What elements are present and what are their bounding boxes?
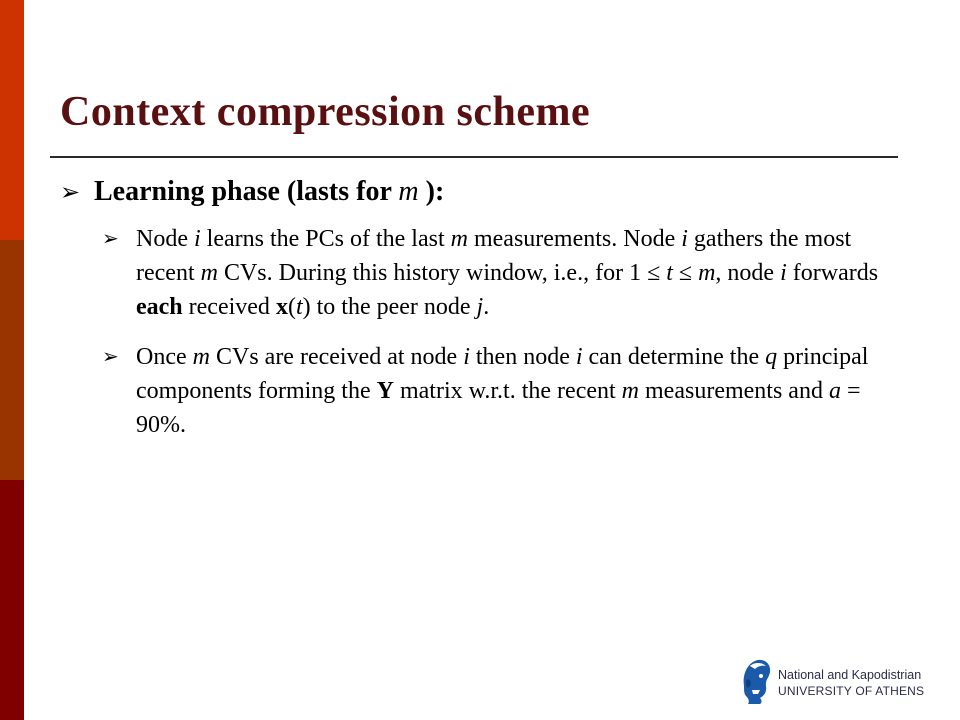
- side-bar-middle-segment: [0, 240, 24, 480]
- learning-phase-heading: Learning phase (lasts for m ):: [94, 176, 445, 207]
- bullet-learning-phase: [60, 176, 910, 208]
- arrow-bullet-icon: ➢: [102, 346, 119, 368]
- university-logo: [736, 652, 925, 708]
- arrow-bullet-icon: ➢: [102, 228, 119, 250]
- sub-bullet-node-learns: [102, 222, 900, 324]
- side-color-bar: [0, 0, 24, 720]
- sub-bullet-once-received: [102, 340, 900, 442]
- once-received-text: Once m CVs are received at node i then node i can determine the q principal components forming the Y matrix w.r.t. the recent m measurements and a = 90%.: [136, 344, 869, 438]
- logo-text-line2: UNIVERSITY OF ATHENS: [778, 684, 925, 698]
- logo-text-line1: National and Kapodistrian: [778, 668, 922, 682]
- side-bar-bottom-segment: [0, 480, 24, 720]
- arrow-bullet-icon: ➢: [60, 180, 81, 206]
- slide-title: Context compression scheme: [60, 89, 591, 135]
- athena-head-icon: [738, 656, 774, 706]
- slide-content: [60, 176, 910, 442]
- title-divider: [50, 156, 898, 158]
- node-learns-text: Node i learns the PCs of the last m measurements. Node i gathers the most recent m CVs. During this history window, i.e., for 1 ≤ t ≤ m, node i forwards each received x(t) to the peer node j.: [136, 226, 879, 320]
- side-bar-top-segment: [0, 0, 24, 240]
